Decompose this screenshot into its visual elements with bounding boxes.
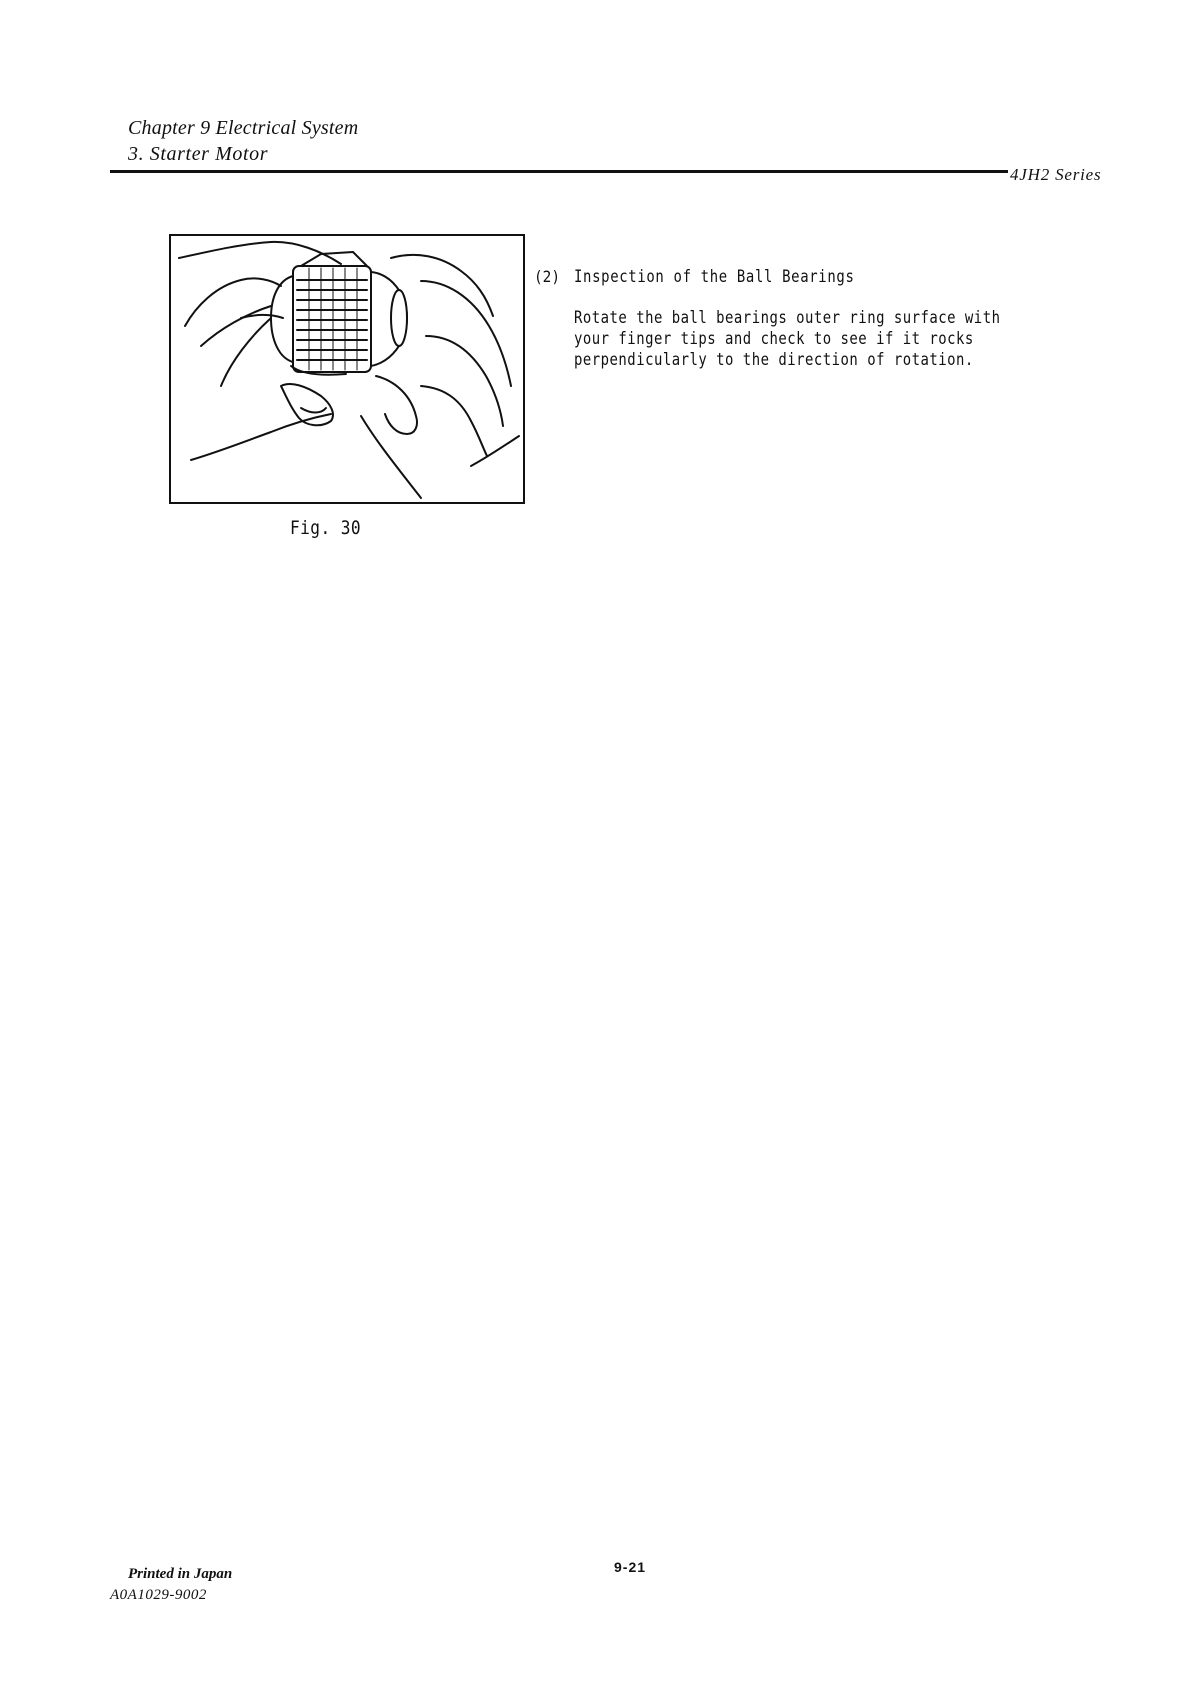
printed-in-label: Printed in Japan <box>128 1566 233 1582</box>
figure-illustration <box>169 234 525 504</box>
item-number: (2) <box>534 267 561 286</box>
section-heading: Inspection of the Ball Bearings <box>574 267 855 287</box>
series-label: 4JH2 Series <box>1010 165 1102 184</box>
hands-holding-bearing-illustration <box>171 236 523 502</box>
chapter-title: Chapter 9 Electrical System <box>128 117 359 139</box>
body-text-line: perpendicularly to the direction of rotation. <box>574 350 974 370</box>
page-number: 9-21 <box>614 1559 647 1575</box>
section-title: 3. Starter Motor <box>128 143 269 165</box>
body-text-line: your finger tips and check to see if it rocks <box>574 329 974 349</box>
header-divider <box>110 170 1008 173</box>
figure-caption: Fig. 30 <box>290 517 362 539</box>
document-code: A0A1029-9002 <box>110 1587 207 1603</box>
body-text-line: Rotate the ball bearings outer ring surface with <box>574 308 1001 328</box>
